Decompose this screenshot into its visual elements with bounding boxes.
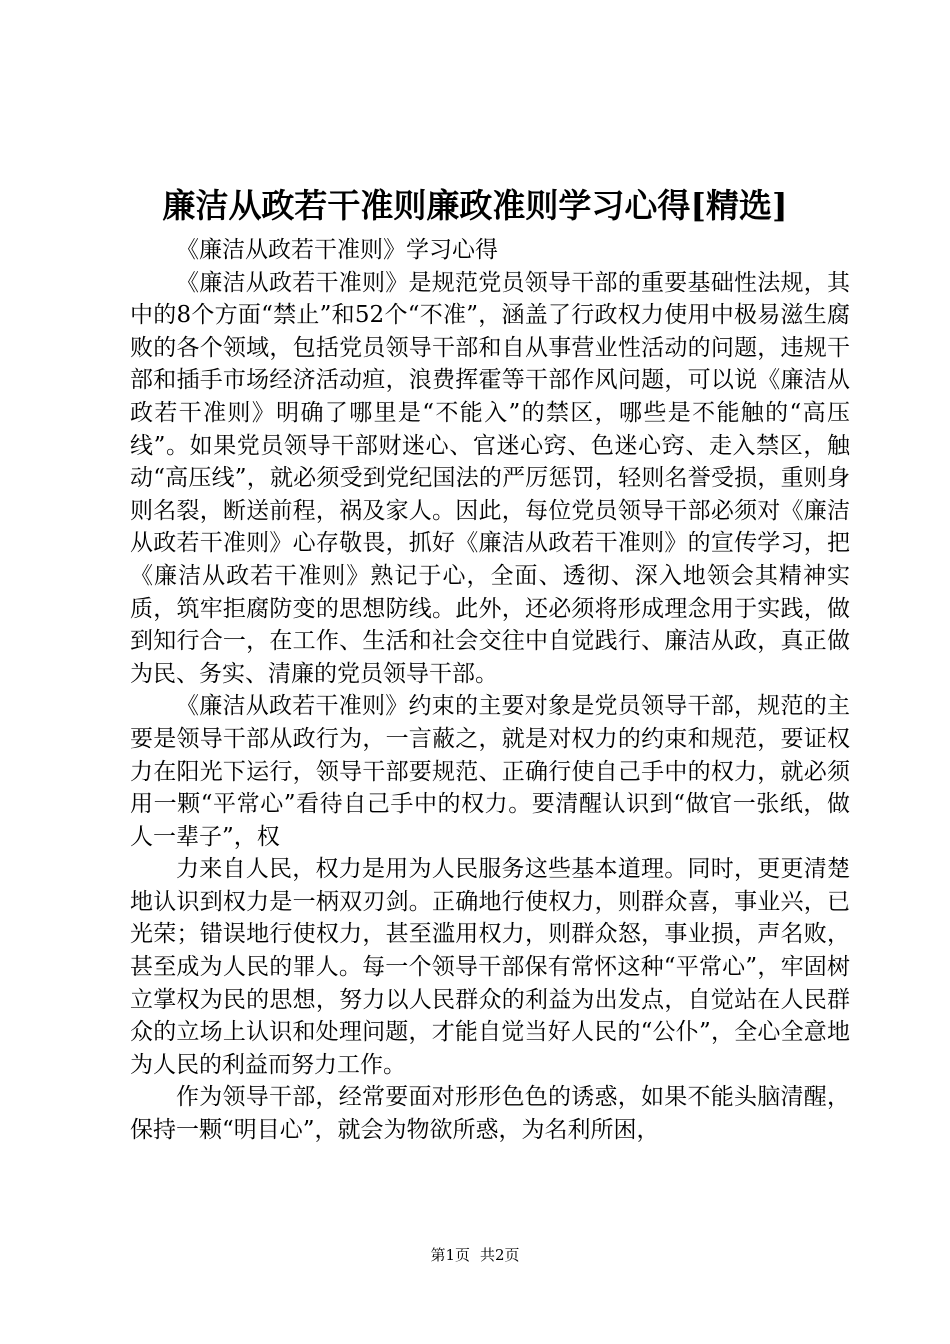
page-footer: [0, 1244, 950, 1266]
body-paragraph: 《廉洁从政若干准则》是规范党员领导干部的重要基础性法规，其中的8个方面“禁止”和52个“不准”，涵盖了行政权力使用中极易滋生腐败的各个领域，包括党员领导干部和自从事营业性活动的问题，违规干部和插手市场经济活动疸，浪费挥霍等干部作风问题，可以说《廉洁从政若干准则》明确了哪里是“不能入”的禁区，哪些是不能触的“高压线”。如果党员领导干部财迷心、官迷心窍、色迷心窍、走入禁区，触动“高压线”，就必须受到党纪国法的严厉惩罚，轻则名誉受损，重则身则名裂，断送前程，祸及家人。因此，每位党员领导干部必须对《廉洁从政若干准则》心存敬畏，抓好《廉洁从政若干准则》的宣传学习，把《廉洁从政若干准则》熟记于心，全面、透彻、深入地领会其精神实质，筑牢拒腐防变的思想防线。此外，还必须将形成理念用于实践，做到知行合一，在工作、生活和社会交往中自觉践行、廉洁从政，真正做为民、务实、清廉的党员领导干部。: [130, 269, 850, 687]
page-number-current: 第1页: [430, 1246, 470, 1264]
body-paragraph: 力来自人民，权力是用为人民服务这些基本道理。同时，更更清楚地认识到权力是一柄双刃剑。正确地行使权力，则群众喜，事业兴，已光荣；错误地行使权力，甚至滥用权力，则群众怒，事业损，声名败，甚至成为人民的罪人。每一个领导干部保有常怀这种“平常心”，牢固树立掌权为民的思想，努力以人民群众的利益为出发点，自觉站在人民群众的立场上认识和处理问题，才能自觉当好人民的“公仆”，全心全意地为人民的利益而努力工作。: [130, 856, 850, 1078]
document-body: [130, 234, 850, 1147]
body-paragraph: 《廉洁从政若干准则》约束的主要对象是党员领导干部，规范的主要是领导干部从政行为，一言蔽之，就是对权力的约束和规范，要证权力在阳光下运行，领导干部要规范、正确行使自己手中的权力，就必须用一颗“平常心”看待自己手中的权力。要清醒认识到“做官一张纸，做人一辈子”，权: [130, 693, 850, 850]
document-title: 廉洁从政若干准则廉政准则学习心得[精选]: [162, 186, 788, 225]
document-subtitle: 《廉洁从政若干准则》学习心得: [176, 237, 498, 263]
body-paragraph: 作为领导干部，经常要面对形形色色的诱惑，如果不能头脑清醒，保持一颗“明目心”，就会为物欲所惑，为名利所困，: [130, 1084, 850, 1144]
page-number-total: 共2页: [480, 1246, 520, 1264]
